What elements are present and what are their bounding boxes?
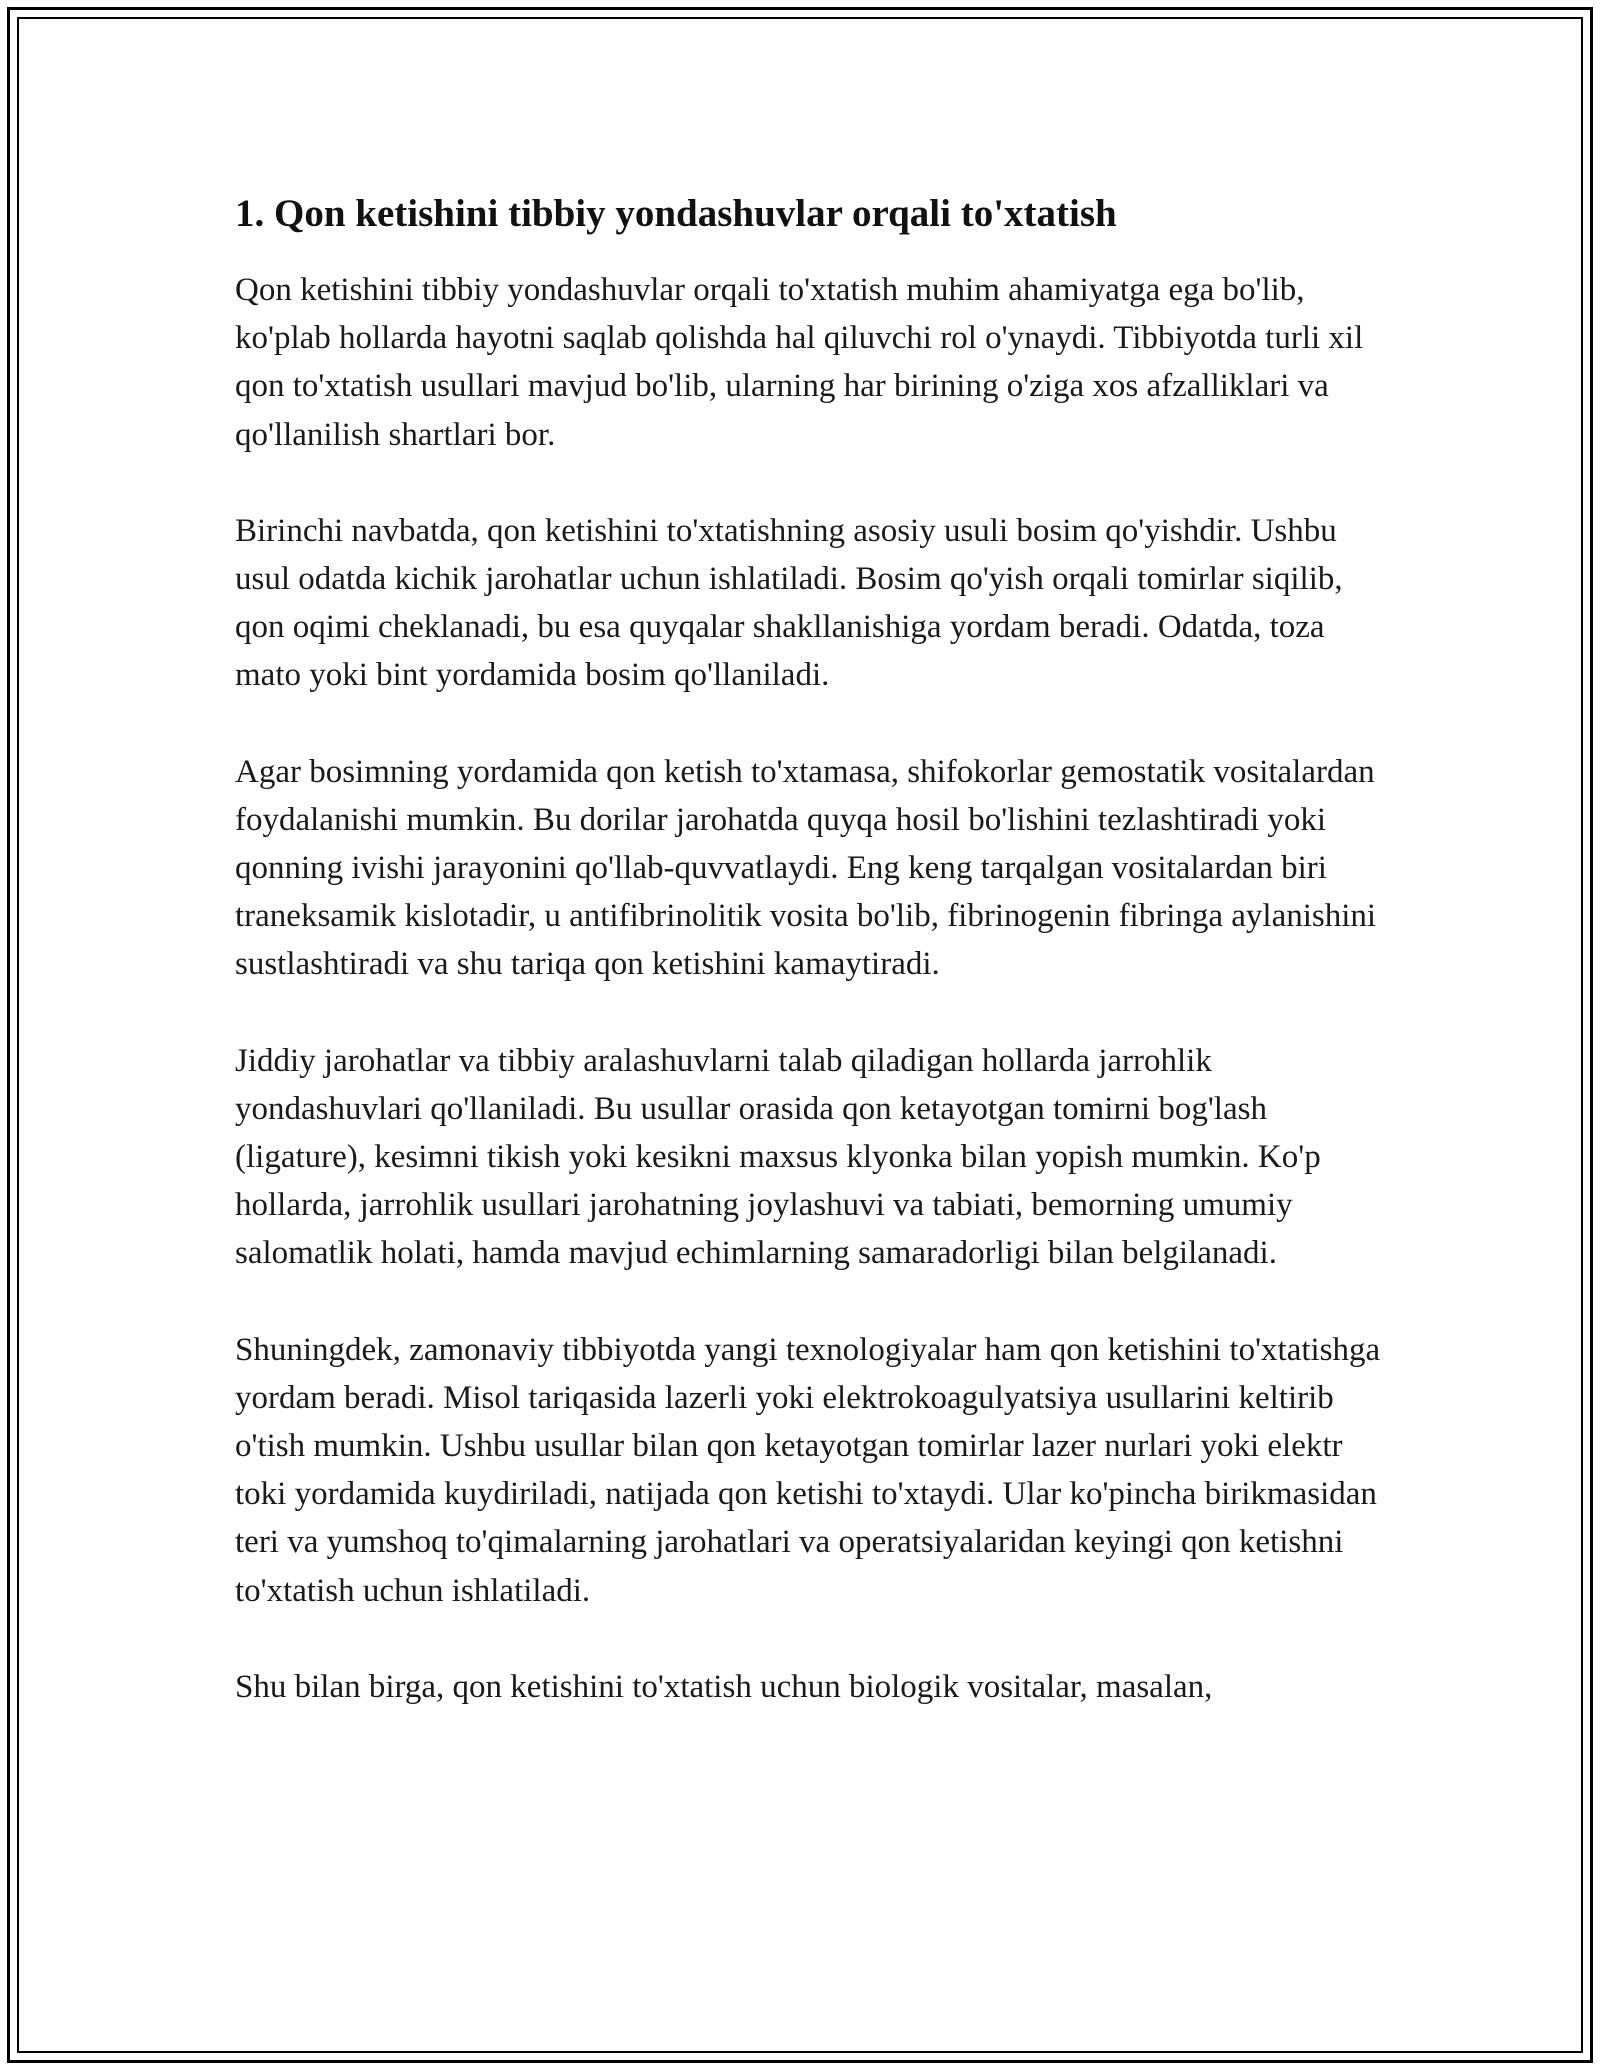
paragraph-4: Jiddiy jarohatlar va tibbiy aralashuvlarni talab qiladigan hollarda jarrohlik yondashuvlari qo'llaniladi. Bu usullar orasida qon ketayotgan tomirni bog'lash (ligature), kesimni tikish yoki kesikni maxsus klyonka bilan yopish mumkin. Ko'p hollarda, jarrohlik usullari jarohatning joylashuvi va tabiati, bemorning umumiy salomatlik holati, hamda mavjud echimlarning samaradorligi bilan belgilanadi.	[235, 1042, 1321, 1272]
paragraph-1: Qon ketishini tibbiy yondashuvlar orqali to'xtatish muhim ahamiyatga ega bo'lib, ko'plab hollarda hayotni saqlab qolishda hal qiluvchi rol o'ynaydi. Tibbiyotda turli xil qon to'xtatish usullari mavjud bo'lib, ularning har birining o'ziga xos afzalliklari va qo'llanilish shartlari bor.	[235, 272, 1364, 453]
paragraph-2: Birinchi navbatda, qon ketishini to'xtatishning asosiy usuli bosim qo'yishdir. Ushbu usul odatda kichik jarohatlar uchun ishlatiladi. Bosim qo'yish orqali tomirlar siqilib, qon oqimi cheklanadi, bu esa quyqalar shakllanishiga yordam beradi. Odatda, toza mato yoki bint yordamida bosim qo'llaniladi.	[235, 512, 1343, 694]
document-body	[235, 188, 1385, 1759]
section-heading: 1. Qon ketishini tibbiy yondashuvlar orqali to'xtatish	[235, 192, 1117, 235]
paragraph-6: Shu bilan birga, qon ketishini to'xtatish uchun biologik vositalar, masalan,	[235, 1668, 1213, 1705]
paragraph-5: Shuningdek, zamonaviy tibbiyotda yangi texnologiyalar ham qon ketishini to'xtatishga yordam beradi. Misol tariqasida lazerli yoki elektrokoagulyatsiya usullarini keltirib o'tish mumkin. Ushbu usullar bilan qon ketayotgan tomirlar lazer nurlari yoki elektr toki yordamida kuydiriladi, natijada qon ketishi to'xtaydi. Ular ko'pincha birikmasidan teri va yumshoq to'qimalarning jarohatlari va operatsiyalaridan keyingi qon ketishni to'xtatish uchun ishlatiladi.	[235, 1331, 1381, 1609]
paragraph-3: Agar bosimning yordamida qon ketish to'xtamasa, shifokorlar gemostatik vositalardan foydalanishi mumkin. Bu dorilar jarohatda quyqa hosil bo'lishini tezlashtiradi yoki qonning ivishi jarayonini qo'llab-quvvatlaydi. Eng keng tarqalgan vositalardan biri traneksamik kislotadir, u antifibrinolitik vosita bo'lib, fibrinogenin fibringa aylanishini sustlashtiradi va shu tariqa qon ketishini kamaytiradi.	[235, 753, 1377, 983]
